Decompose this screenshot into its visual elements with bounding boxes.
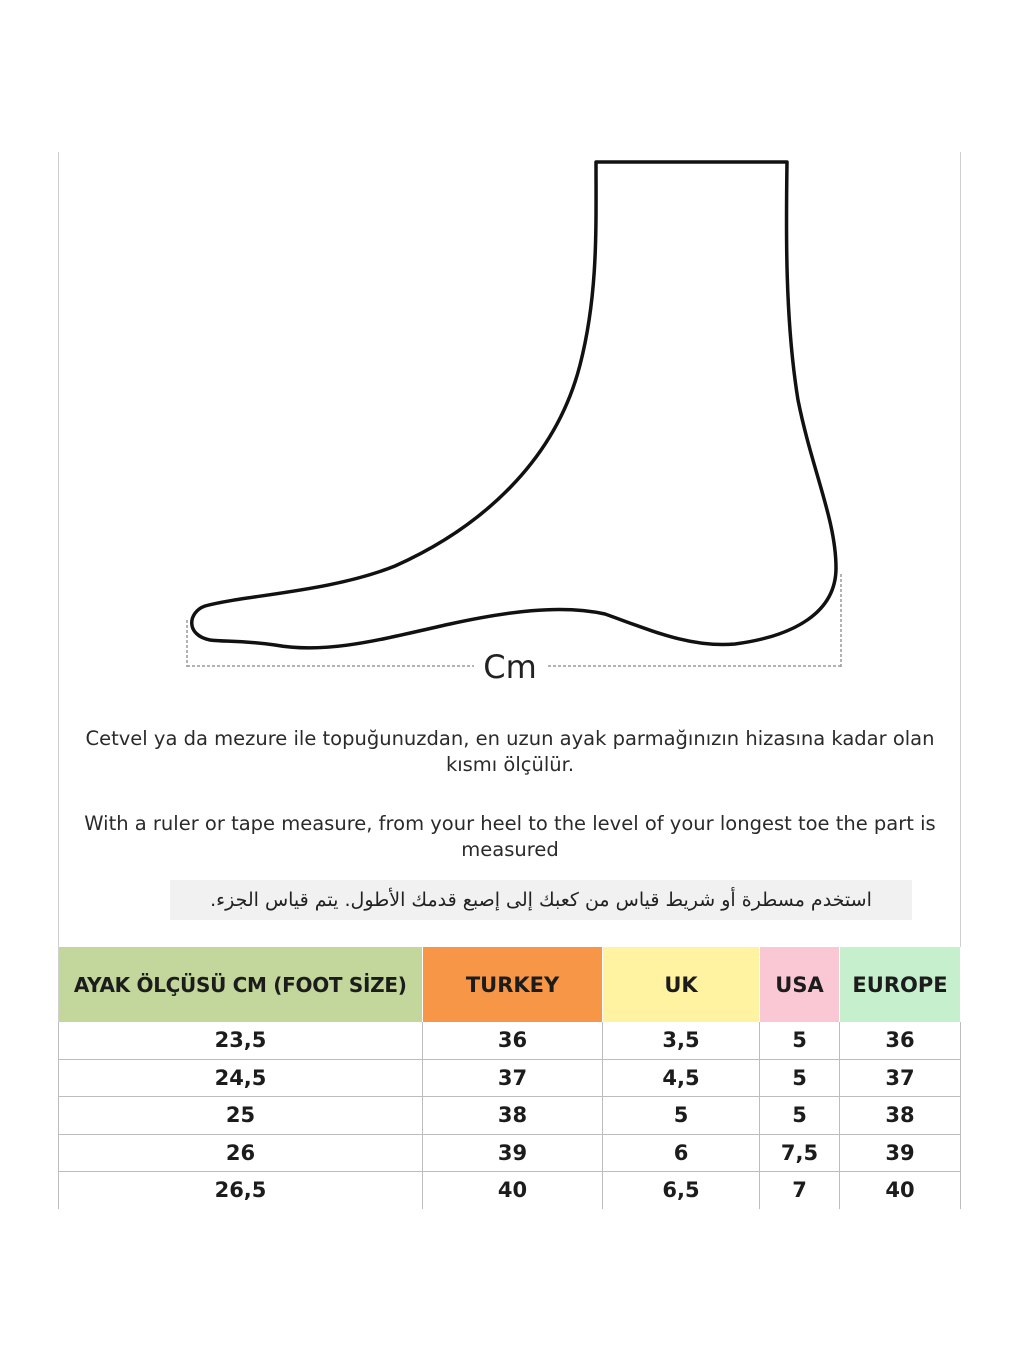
table-row [59,1059,961,1097]
cell-uk: 4,5 [603,1059,760,1097]
cell-foot-size: 24,5 [59,1059,423,1097]
cell-foot-size: 26,5 [59,1172,423,1209]
cell-europe: 39 [840,1134,961,1172]
cell-turkey: 38 [423,1097,603,1135]
size-chart-table [58,947,961,1209]
header-uk: UK [603,947,760,1022]
table-header-row [59,947,961,1022]
cell-usa: 5 [760,1059,840,1097]
cell-europe: 37 [840,1059,961,1097]
header-europe: EUROPE [840,947,961,1022]
cell-foot-size: 25 [59,1097,423,1135]
cell-europe: 36 [840,1022,961,1059]
cell-foot-size: 23,5 [59,1022,423,1059]
cell-turkey: 39 [423,1134,603,1172]
cell-usa: 7 [760,1172,840,1209]
cell-uk: 6,5 [603,1172,760,1209]
instruction-english: With a ruler or tape measure, from your heel to the level of your longest toe the part is measured [84,812,936,861]
header-turkey: TURKEY [423,947,603,1022]
cell-usa: 5 [760,1022,840,1059]
cell-usa: 7,5 [760,1134,840,1172]
cell-foot-size: 26 [59,1134,423,1172]
table-row [59,1172,961,1209]
header-usa: USA [760,947,840,1022]
cell-turkey: 40 [423,1172,603,1209]
cell-europe: 40 [840,1172,961,1209]
table-row [59,1134,961,1172]
foot-outline [192,162,836,648]
instruction-turkish: Cetvel ya da mezure ile topuğunuzdan, en uzun ayak parmağınızın hizasına kadar olan kısmı ölçülür. [85,727,935,776]
instruction-arabic: استخدم مسطرة أو شريط قياس من كعبك إلى إصبع قدمك الأطول. يتم قياس الجزء. [170,880,912,920]
cell-uk: 5 [603,1097,760,1135]
cell-usa: 5 [760,1097,840,1135]
cell-uk: 6 [603,1134,760,1172]
measure-unit-label: Cm [474,648,546,686]
table-row [59,1097,961,1135]
cell-uk: 3,5 [603,1022,760,1059]
cell-turkey: 37 [423,1059,603,1097]
cell-turkey: 36 [423,1022,603,1059]
cell-europe: 38 [840,1097,961,1135]
header-foot-size: AYAK ÖLÇÜSÜ CM (FOOT SİZE) [59,947,423,1022]
table-row [59,1022,961,1059]
